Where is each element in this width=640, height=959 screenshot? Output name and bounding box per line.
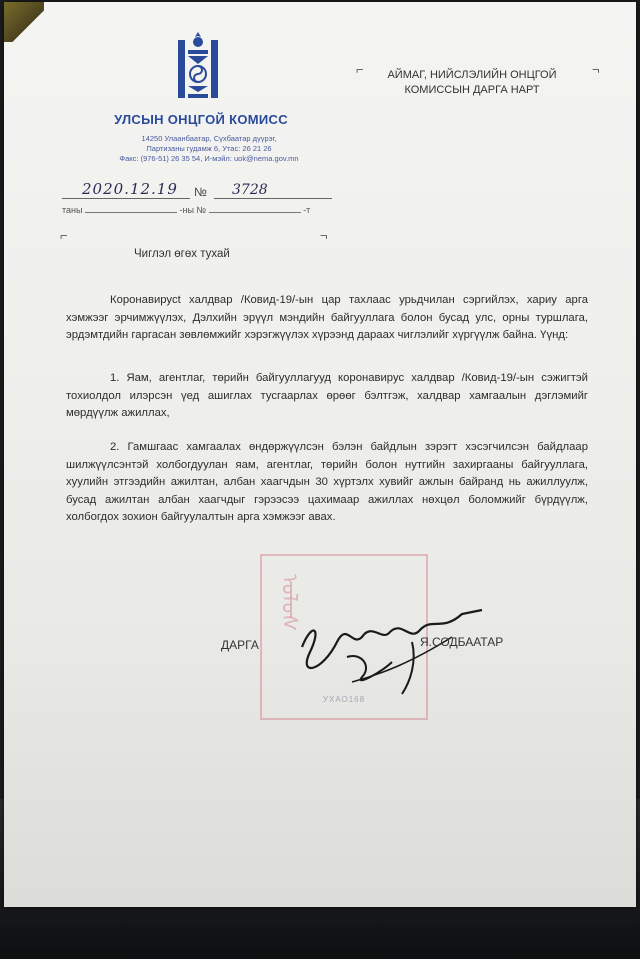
address-line-3: Факс: (976-51) 26 35 54, И-мэйл: uok@nema.gov.mn (119, 154, 299, 163)
subject-bracket-left: ⌐ (60, 228, 68, 243)
number-underline (214, 198, 332, 199)
handwritten-signature (292, 602, 492, 697)
stamp-code: УХАО168 (322, 695, 366, 704)
bracket-right: ¬ (592, 62, 600, 77)
reference-line (62, 205, 310, 215)
reference-prefix: таны (62, 205, 83, 215)
stamp-script: ᠤᠯᠤᠰ (277, 574, 302, 632)
soyombo-emblem-icon (176, 32, 220, 102)
document-date: 2020.12.19 (82, 180, 178, 198)
body-paragraph-1: Коронавирусt халдвар /Ковид-19/-ын цар тахлаас урьдчилан сэргийлэх, хариу арга хэмжээг эрчимжүүлэх, Дэлхийн эрүүл мэндийн байгууллага болон бусад улс, орны туршлага, эрдэмтдийн гаргасан зөвлөмжийг хэрэгжүүлэх хүрээнд дараах чиглэлийг хүргүүлж байна. Үүнд: (66, 294, 588, 341)
organization-name: УЛСЫН ОНЦГОЙ КОМИСС (114, 112, 288, 127)
document-subject: Чиглэл өгөх тухай (134, 248, 230, 260)
recipient-line-2: КОМИССЫН ДАРГА НАРТ (404, 84, 540, 96)
address-line-2: Партизаны гудамж 6, Утас: 26 21 26 (146, 144, 272, 153)
folder-corner (4, 2, 44, 42)
subject-bracket-right: ¬ (320, 228, 328, 243)
organization-address (74, 134, 344, 164)
signatory-name: Я.СОДБААТАР (420, 635, 504, 649)
reference-suffix: -т (303, 205, 311, 215)
body-item-2: 2. Гамшгаас хамгаалах өндөржүүлсэн бэлэн байдлын зэрэгт хэсэгчилсэн байдлаар шилжүүлсэнтэй холбогдуулан яам, агентлаг, төрийн болон нутгийн захиргааны байгууллага, хуулийн этгээдийн ажилтан, албан хаагчдын 30 хүртэлх хувийг ажлын байранд нь ажиллуулж, бусад ажилтан албан хаагчдыг гэрээсээ цахимаар ажиллах нөхцөл боломжийг бүрдүүлж, холбогдох зохион байгуулалтын арга хэмжээг авах. (66, 441, 588, 523)
date-underline (62, 198, 190, 199)
recipient-block (372, 68, 572, 98)
bracket-left: ⌐ (356, 62, 364, 77)
signatory-title: ДАРГА (221, 638, 259, 652)
letter-page (4, 2, 636, 907)
reference-mid: -ны № (179, 205, 207, 215)
document-number: 3728 (232, 182, 268, 198)
body-item-1: 1. Яам, агентлаг, төрийн байгууллагууд коронавирус халдвар /Ковид-19/-ын сэжигтэй тохиолдол илэрсэн үед ашиглах тусгаарлах өрөөг бэлтгэж, халдвар хамгаалын дэглэмийг мөрдүүлж ажиллах, (66, 372, 588, 419)
address-line-1: 14250 Улаанбаатар, Сүхбаатар дүүрэг, (141, 134, 277, 143)
number-label: № (194, 185, 207, 199)
recipient-line-1: АЙМАГ, НИЙСЛЭЛИЙН ОНЦГОЙ (387, 69, 557, 81)
